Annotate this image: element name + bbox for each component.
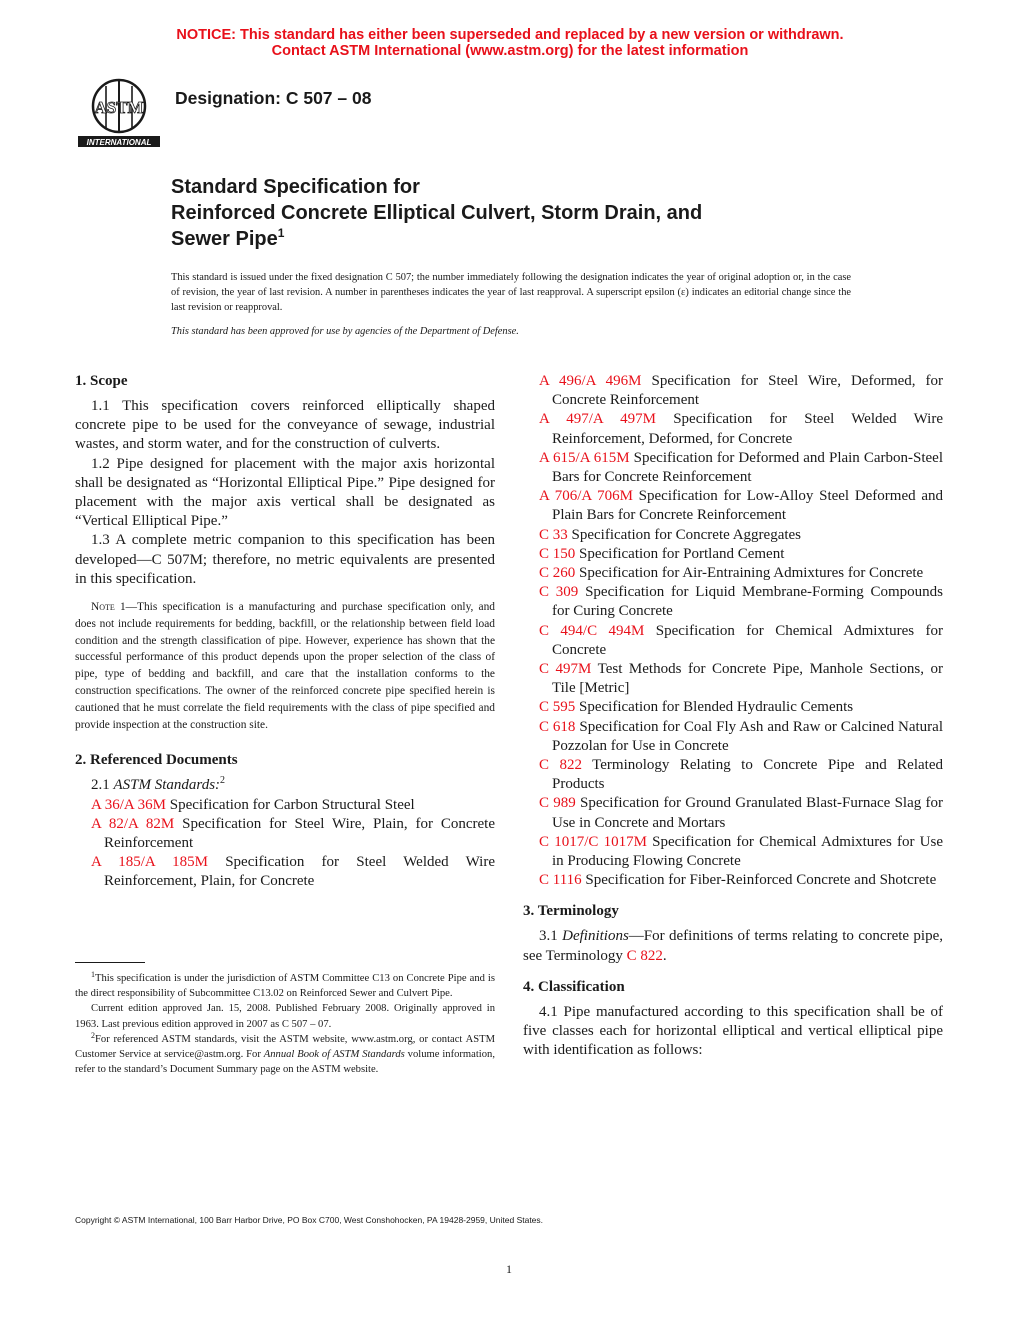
astm-standards-subheading <box>75 776 495 795</box>
reference-code-link[interactable]: C 822 <box>539 757 582 774</box>
reference-description: Specification for Concrete Aggregates <box>567 526 802 543</box>
reference-item <box>75 796 495 815</box>
reference-code-link[interactable]: C 494/C 494M <box>539 622 645 639</box>
scope-paragraph-3: 1.3 A complete metric companion to this specification has been developed—C 507M; therefore, no metric equivalents are presented in this specification. <box>75 532 495 587</box>
defense-note: This standard has been approved for use by agencies of the Department of Defense. <box>171 326 519 337</box>
term-end: . <box>662 947 667 964</box>
classification-heading: 4. Classification <box>523 978 625 995</box>
reference-description: Specification for Steel Welded Wire Reinforcement, Plain, for Concrete <box>104 854 495 890</box>
reference-description: Specification for Ground Granulated Blast-Furnace Slag for Use in Concrete and Mortars <box>552 795 944 831</box>
reference-item <box>523 660 943 698</box>
reference-code-link[interactable]: C 497M <box>539 661 592 678</box>
reference-item <box>523 545 943 564</box>
scope-note <box>75 599 495 733</box>
scope-paragraph-2: 1.2 Pipe designed for placement with the major axis horizontal shall be designated as “Horizontal Elliptical Pipe.” Pipe designed for placement with the major axis vertical shall be designated as “Vertical Elliptical Pipe.” <box>75 455 495 530</box>
title-line-2: Reinforced Concrete Elliptical Culvert, Storm Drain, and <box>171 202 703 224</box>
reference-description: Specification for Chemical Admixtures for Use in Producing Flowing Concrete <box>552 833 943 870</box>
page-number: 1 <box>506 1262 512 1276</box>
reference-code-link[interactable]: C 595 <box>539 699 576 716</box>
reference-description: Specification for Fiber-Reinforced Concrete and Shotcrete <box>581 872 937 889</box>
reference-code-link[interactable]: A 36/A 36M <box>91 796 167 813</box>
right-column <box>523 372 943 1061</box>
term-link-c822[interactable]: C 822 <box>626 947 663 964</box>
designation: Designation: C 507 – 08 <box>175 88 372 108</box>
reference-item <box>523 756 943 794</box>
footnote-2 <box>75 1032 495 1078</box>
logo-letters: ASTM <box>94 98 144 117</box>
note-label: Note 1 <box>91 601 126 614</box>
reference-description: Specification for Blended Hydraulic Cements <box>575 699 854 716</box>
reference-item <box>523 833 943 871</box>
reference-description: Specification for Coal Fly Ash and Raw or Calcined Natural Pozzolan for Use in Concrete <box>552 718 943 754</box>
title-footnote-mark: 1 <box>277 226 285 240</box>
footnote-2-mark: 2 <box>91 1030 95 1040</box>
reference-code-link[interactable]: A 185/A 185M <box>91 854 208 871</box>
reference-description: Specification for Chemical Admixtures for Concrete <box>552 622 943 658</box>
terminology-heading: 3. Terminology <box>523 903 619 920</box>
sub-mark: 2 <box>220 775 226 787</box>
reference-description: Specification for Portland Cement <box>575 545 785 562</box>
term-number: 3.1 <box>539 928 563 945</box>
reference-description: Terminology Relating to Concrete Pipe and Related Products <box>552 757 943 793</box>
reference-item <box>75 853 495 891</box>
footnote-2-text-a: For referenced ASTM standards, visit the ASTM website, www.astm.org, or contact ASTM Customer Service at service@astm.org. For <box>75 1033 495 1061</box>
title-line-1: Standard Specification for <box>171 176 420 198</box>
term-label: Definitions <box>562 928 629 945</box>
reference-description: Specification for Low-Alloy Steel Deformed and Plain Bars for Concrete Reinforcement <box>552 488 943 524</box>
reference-code-link[interactable]: A 615/A 615M <box>539 449 630 466</box>
notice-line-2: Contact ASTM International (www.astm.org) for the latest information <box>271 43 749 59</box>
footnote-1b: Current edition approved Jan. 15, 2008. Published February 2008. Originally approved in 1963. Last previous edition approved in 2007 as C 507 – 07. <box>75 1003 495 1030</box>
reference-item <box>523 487 943 525</box>
right-reference-list <box>523 372 943 890</box>
reference-description: Specification for Steel Welded Wire Reinforcement, Deformed, for Concrete <box>552 411 943 447</box>
referenced-heading: 2. Referenced Documents <box>75 752 238 769</box>
astm-logo-icon <box>76 76 162 150</box>
reference-item <box>523 410 943 448</box>
reference-code-link[interactable]: C 1017/C 1017M <box>539 833 647 850</box>
reference-code-link[interactable]: C 260 <box>539 565 576 582</box>
reference-description: Specification for Carbon Structural Steel <box>166 796 415 813</box>
copyright-line: Copyright © ASTM International, 100 Barr Harbor Drive, PO Box C700, West Conshohocken, PA 19428-2959, United States. <box>75 1215 544 1225</box>
reference-item <box>523 583 943 621</box>
sub-label: ASTM Standards: <box>113 777 221 794</box>
reference-code-link[interactable]: A 706/A 706M <box>539 488 633 505</box>
footnote-1-text: This specification is under the jurisdiction of ASTM Committee C13 on Concrete Pipe and is the direct responsibility of Subcommittee C13.02 on Reinforced Sewer and Culvert Pipe. <box>75 973 495 1000</box>
reference-item <box>523 794 943 832</box>
reference-code-link[interactable]: A 82/A 82M <box>91 815 175 832</box>
scope-paragraph-1: 1.1 This specification covers reinforced elliptically shaped concrete pipe to be used for the conveyance of sewage, industrial wastes, and storm water, and for the construction of culverts. <box>75 398 495 453</box>
classification-paragraph: 4.1 Pipe manufactured according to this specification shall be of five classes each for horizontal elliptical and vertical elliptical pipe with identification as follows: <box>523 1003 943 1059</box>
reference-item <box>523 698 943 717</box>
scope-heading: 1. Scope <box>75 373 128 389</box>
footnotes <box>75 971 495 1077</box>
footnote-2-text-c: volume information, refer to the standard’s Document Summary page on the ASTM website. <box>75 1049 495 1076</box>
reference-description: Specification for Steel Wire, Plain, for Concrete Reinforcement <box>104 815 495 852</box>
footnote-divider <box>75 962 145 963</box>
footnote-1-mark: 1 <box>91 970 95 979</box>
reference-item <box>523 449 943 487</box>
reference-item <box>523 526 943 545</box>
footnote-2-text-b: Annual Book of ASTM Standards <box>263 1049 405 1061</box>
term-text: —For definitions of terms relating to concrete pipe, see Terminology <box>523 928 944 964</box>
reference-description: Test Methods for Concrete Pipe, Manhole Sections, or Tile [Metric] <box>552 661 944 697</box>
footnote-1 <box>75 971 495 1001</box>
reference-item <box>523 718 943 756</box>
title-line-3-text: Sewer Pipe <box>171 228 278 250</box>
reference-code-link[interactable]: C 33 <box>539 526 568 543</box>
reference-code-link[interactable]: C 1116 <box>539 872 582 889</box>
astm-logo <box>76 76 162 150</box>
reference-item <box>523 871 943 890</box>
reference-description: Specification for Liquid Membrane-Forming Compounds for Curing Concrete <box>552 584 943 620</box>
reference-description: Specification for Deformed and Plain Carbon-Steel Bars for Concrete Reinforcement <box>552 449 944 486</box>
reference-item <box>523 372 943 410</box>
reference-code-link[interactable]: C 618 <box>539 718 576 735</box>
reference-code-link[interactable]: A 496/A 496M <box>539 373 642 389</box>
reference-description: Specification for Air-Entraining Admixtures for Concrete <box>575 565 924 582</box>
reference-code-link[interactable]: C 309 <box>539 584 579 601</box>
reference-item <box>523 622 943 660</box>
document-title <box>171 174 871 252</box>
terminology-paragraph <box>523 927 943 965</box>
title-line-3 <box>171 226 871 252</box>
reference-item <box>75 815 495 853</box>
intro-paragraph: This standard is issued under the fixed designation C 507; the number immediately following the designation indicates the year of original adoption or, in the case of revision, the year of last revision. A number in parentheses indicates the year of last reapproval. A superscript epsilon (ε) indicates an editorial change since the last revision or reapproval. <box>171 272 851 313</box>
notice-line-1: NOTICE: This standard has either been superseded and replaced by a new version or withdrawn. <box>176 27 844 43</box>
reference-code-link[interactable]: C 989 <box>539 795 576 812</box>
left-reference-list <box>75 796 495 892</box>
sub-number: 2.1 <box>91 777 114 794</box>
logo-international: INTERNATIONAL <box>86 138 152 147</box>
reference-description: Specification for Steel Wire, Deformed, for Concrete Reinforcement <box>552 373 944 409</box>
left-column <box>75 372 495 892</box>
note-text: —This specification is a manufacturing and purchase specification only, and does not include requirements for bedding, backfill, or the relationship between field load condition and the strength classification of pipe. However, experience has shown that the successful performance of this product depends upon the proper selection of the class of pipe, type of bedding and backfill, and care that the installation conforms to the construction specifications. The owner of the reinforced concrete pipe specified herein is cautioned that he must correlate the field requirements with the class of pipe specified and provide inspection at the construction site. <box>75 601 495 731</box>
reference-item <box>523 564 943 583</box>
reference-code-link[interactable]: A 497/A 497M <box>539 411 656 428</box>
reference-code-link[interactable]: C 150 <box>539 545 576 562</box>
